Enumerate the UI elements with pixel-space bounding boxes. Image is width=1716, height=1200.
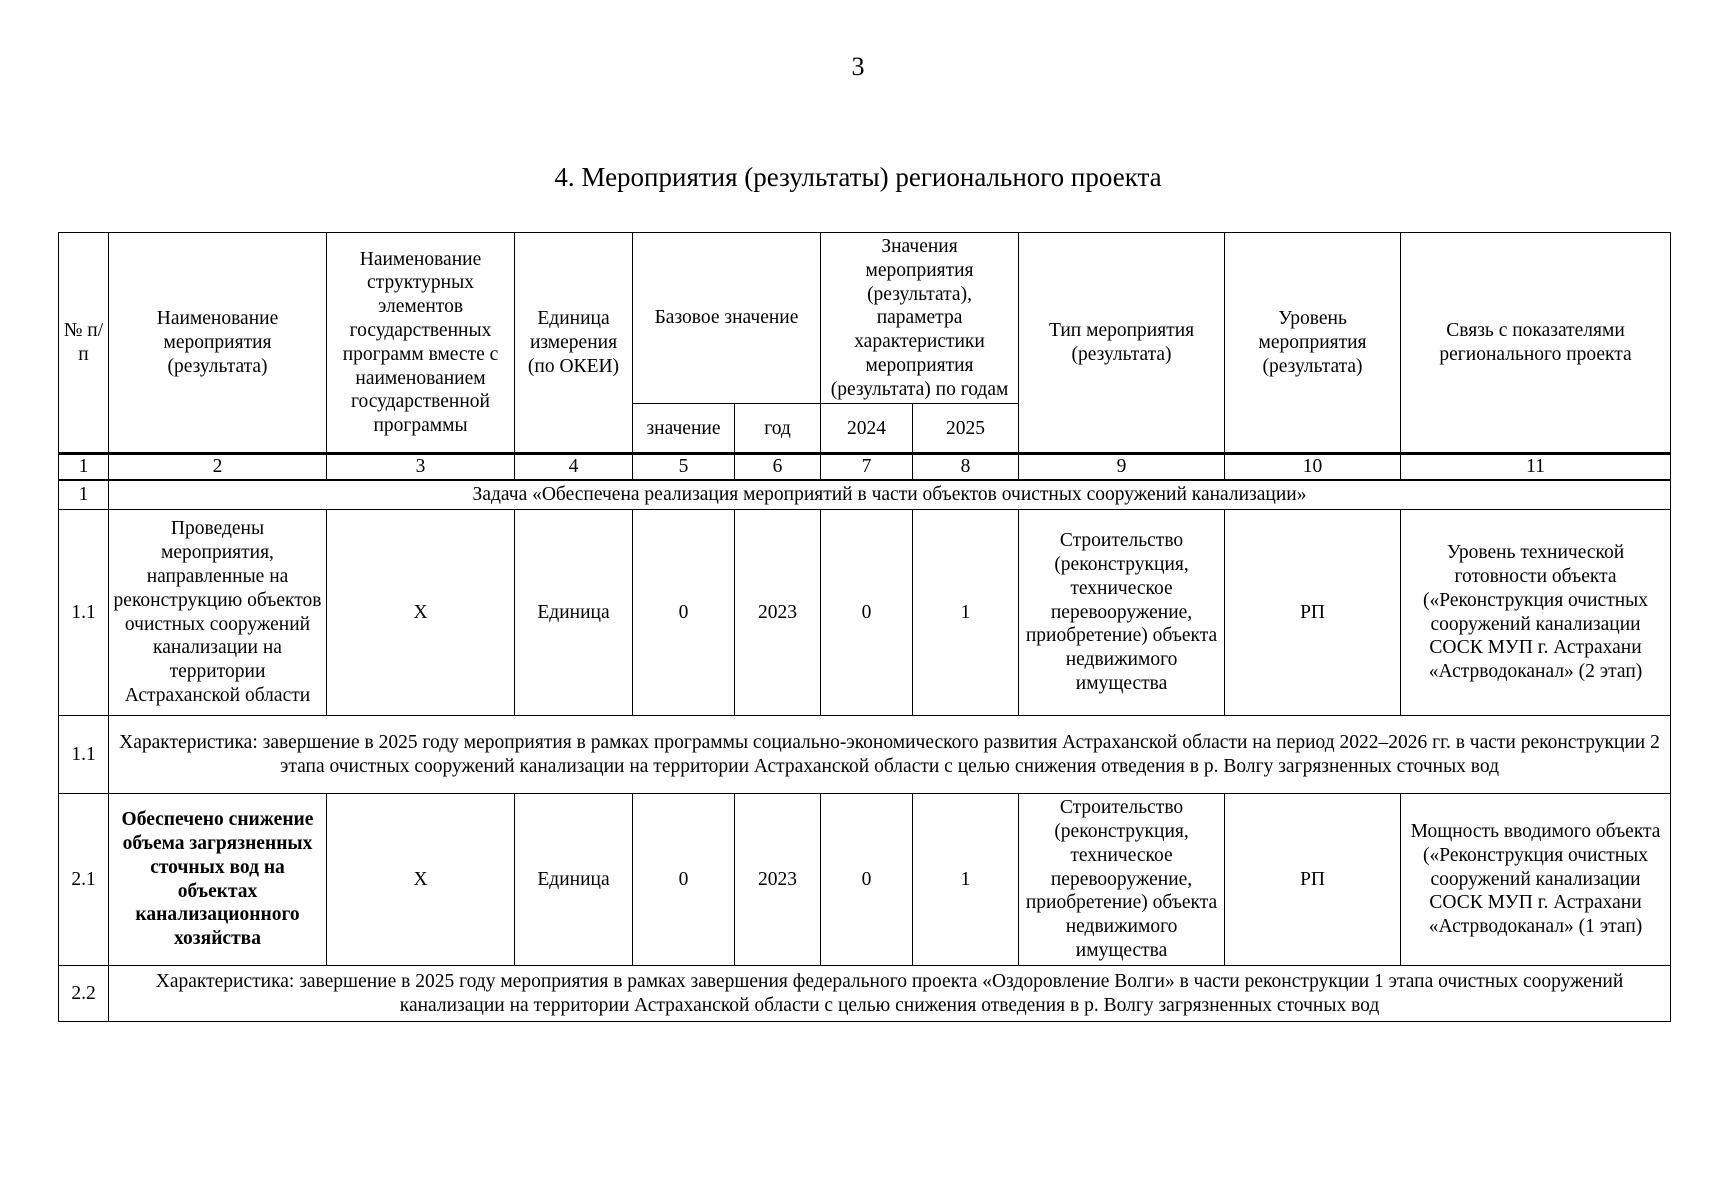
row-base-value: 0: [633, 794, 735, 966]
header-unit: Единица измерения (по ОКЕИ): [515, 233, 633, 454]
row-level: РП: [1225, 510, 1401, 716]
column-number: 6: [735, 454, 821, 480]
header-base-value: Базовое значение: [633, 233, 821, 404]
row-level: РП: [1225, 794, 1401, 966]
header-year-2024: 2024: [821, 404, 913, 454]
row-unit: Единица: [515, 794, 633, 966]
header-level: Уровень мероприятия (результата): [1225, 233, 1401, 454]
column-number: 3: [327, 454, 515, 480]
task-text: Задача «Обеспечена реализация мероприятий в части объектов очистных сооружений канализации»: [109, 480, 1671, 509]
column-number: 7: [821, 454, 913, 480]
row-structural: X: [327, 794, 515, 966]
header-structural-elements: Наименование структурных элементов государственных программ вместе с наименованием государственной программы: [327, 233, 515, 454]
header-link: Связь с показателями регионального проекта: [1401, 233, 1671, 454]
table-row: [59, 510, 1671, 716]
row-type: Строительство (реконструкция, техническое перевооружение, приобретение) объекта недвижимого имущества: [1019, 510, 1225, 716]
row-value-2024: 0: [821, 794, 913, 966]
characteristic-text: Характеристика: завершение в 2025 году мероприятия в рамках завершения федерального проекта «Оздоровление Волги» в части реконструкции 1 этапа очистных сооружений канализации на территории Астраханской области с целью снижения отведения в р. Волгу загрязненных сточных вод: [109, 966, 1671, 1022]
column-number: 5: [633, 454, 735, 480]
row-value-2025: 1: [913, 794, 1019, 966]
row-value-2024: 0: [821, 510, 913, 716]
measures-table: [58, 232, 1671, 1022]
header-values-by-year: Значения мероприятия (результата), параметра характеристики мероприятия (результата) по годам: [821, 233, 1019, 404]
header-base-value-sub: значение: [633, 404, 735, 454]
task-num: 1: [59, 480, 109, 509]
characteristic-row: [59, 716, 1671, 794]
row-num: 1.1: [59, 510, 109, 716]
page-number: 3: [851, 52, 865, 81]
column-number: 9: [1019, 454, 1225, 480]
row-value-2025: 1: [913, 510, 1019, 716]
characteristic-row: [59, 966, 1671, 1022]
characteristic-num: 2.2: [59, 966, 109, 1022]
header-num: № п/п: [59, 233, 109, 454]
row-name: Проведены мероприятия, направленные на реконструкцию объектов очистных сооружений канализации на территории Астраханской области: [109, 510, 327, 716]
header-year-2025: 2025: [913, 404, 1019, 454]
header-name: Наименование мероприятия (результата): [109, 233, 327, 454]
column-number: 11: [1401, 454, 1671, 480]
header-base-year-sub: год: [735, 404, 821, 454]
header-type: Тип мероприятия (результата): [1019, 233, 1225, 454]
column-number: 8: [913, 454, 1019, 480]
characteristic-text: Характеристика: завершение в 2025 году мероприятия в рамках программы социально-экономического развития Астраханской области на период 2022–2026 гг. в части реконструкции 2 этапа очистных сооружений канализации на территории Астраханской области с целью снижения отведения в р. Волгу загрязненных сточных вод: [109, 716, 1671, 794]
row-num: 2.1: [59, 794, 109, 966]
characteristic-num: 1.1: [59, 716, 109, 794]
column-number: 2: [109, 454, 327, 480]
row-link: Мощность вводимого объекта («Реконструкция очистных сооружений канализации СОСК МУП г. Астрахани «Астрводоканал» (1 этап): [1401, 794, 1671, 966]
section-title: 4. Мероприятия (результаты) регионального проекта: [554, 162, 1162, 192]
row-base-value: 0: [633, 510, 735, 716]
row-structural: X: [327, 510, 515, 716]
row-base-year: 2023: [735, 510, 821, 716]
row-link: Уровень технической готовности объекта («Реконструкция очистных сооружений канализации СОСК МУП г. Астрахани «Астрводоканал» (2 этап): [1401, 510, 1671, 716]
row-type: Строительство (реконструкция, техническое перевооружение, приобретение) объекта недвижимого имущества: [1019, 794, 1225, 966]
column-number: 4: [515, 454, 633, 480]
row-unit: Единица: [515, 510, 633, 716]
task-row: [59, 480, 1671, 509]
table-row: [59, 794, 1671, 966]
column-number: 1: [59, 454, 109, 480]
row-base-year: 2023: [735, 794, 821, 966]
row-name: Обеспечено снижение объема загрязненных сточных вод на объектах канализационного хозяйства: [109, 794, 327, 966]
column-number: 10: [1225, 454, 1401, 480]
